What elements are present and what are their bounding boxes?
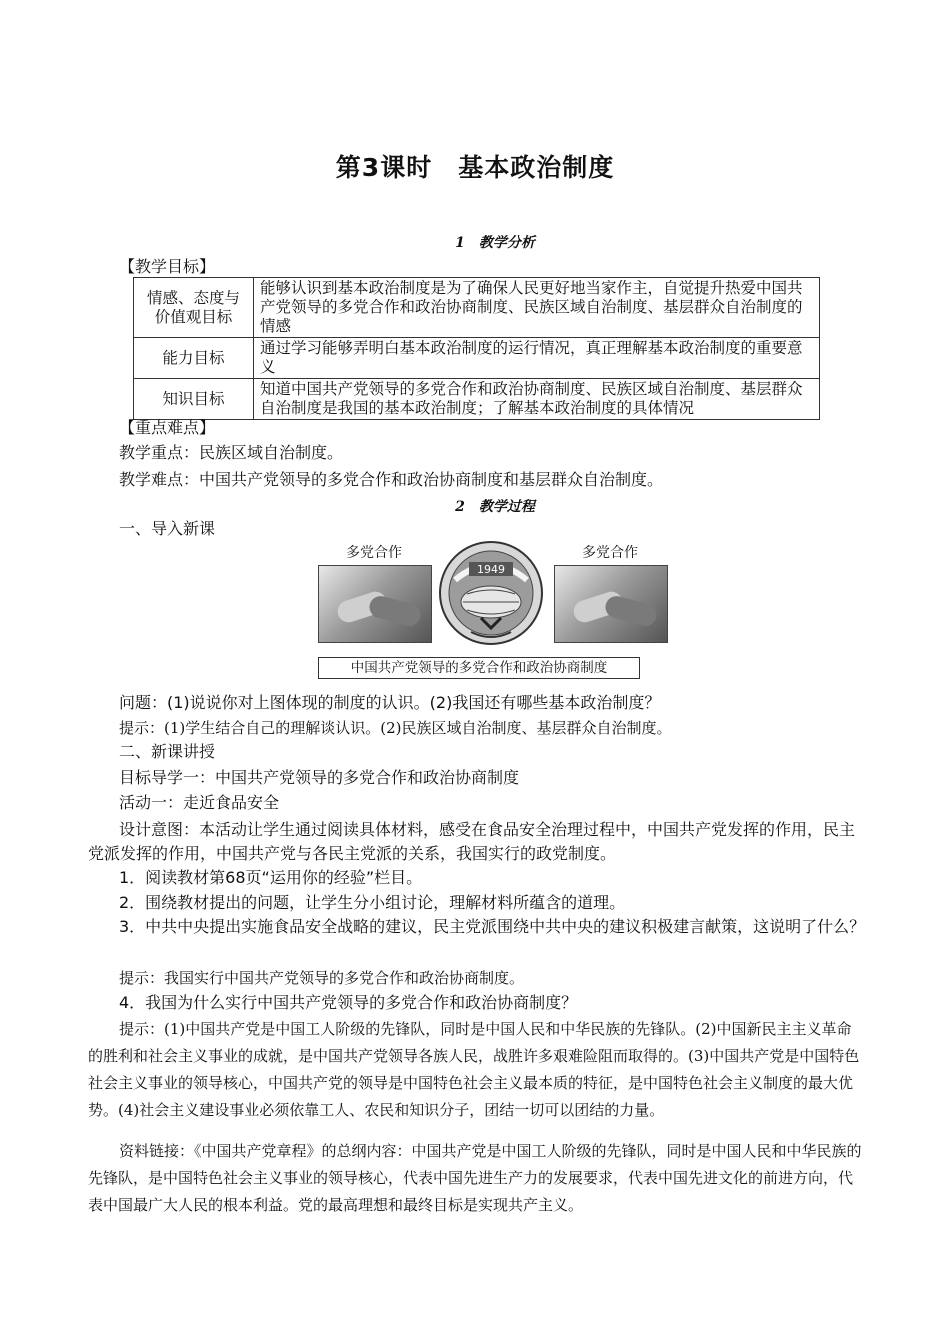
section-heading-analysis: 1 教学分析 <box>455 235 535 251</box>
goal-label: 能力目标 <box>134 338 254 379</box>
key-point: 教学重点：民族区域自治制度。 <box>119 443 344 462</box>
goal-text: 能够认识到基本政治制度是为了确保人民更好地当家作主，自觉提升热爱中国共产党领导的多党合作和政治协商制度、民族区域自治制度、基层群众自治制度的情感 <box>254 278 820 338</box>
design-intent: 设计意图：本活动让学生通过阅读具体材料，感受在食品安全治理过程中，中国共产党发挥的作用，民主党派发挥的作用，中国共产党与各民主党派的关系，我国实行的政党制度。 <box>88 820 856 863</box>
figure-right-label: 多党合作 <box>582 545 638 561</box>
target-1: 目标导学一：中国共产党领导的多党合作和政治协商制度 <box>119 768 520 787</box>
hint-4: 提示：(1)中国共产党是中国工人阶级的先锋队，同时是中国人民和中华民族的先锋队。(2)中国新民主主义革命的胜利和社会主义事业的成就，是中国共产党领导各族人民，战胜许多艰难险阻而取得的。(3)中国共产党是中国特色社会主义事业的领导核心，中国共产党的领导是中国特色社会主义最本质的特征，是中国特色社会主义制度的最大优势。(4)社会主义建设事业必须依靠工人、农民和知识分子，团结一切可以团结的力量。 <box>88 1020 860 1119</box>
emblem-year: 1949 <box>477 563 505 576</box>
key-heading: 【重点难点】 <box>119 418 216 437</box>
step-2: 2．围绕教材提出的问题，让学生分小组讨论，理解材料所蕴含的道理。 <box>119 893 626 912</box>
table-row <box>134 338 820 379</box>
hint-1: 提示：(1)学生结合自己的理解谈认识。(2)民族区域自治制度、基层群众自治制度。 <box>119 719 672 737</box>
step-3: 3．中共中央提出实施食品安全战略的建议，民主党派围绕中共中央的建议积极建言献策，这说明了什么？ <box>119 917 866 936</box>
cppcc-emblem-icon <box>433 540 549 646</box>
handshake-photo-left <box>318 565 432 643</box>
material-link: 资料链接：《中国共产党章程》的总纲内容：中国共产党是中国工人阶级的先锋队，同时是中国人民和中华民族的先锋队，是中国特色社会主义事业的领导核心，代表中国先进生产力的发展要求，代表中国先进文化的前进方向，代表中国最广大人民的根本利益。党的最高理想和最终目标是实现共产主义。 <box>88 1142 862 1214</box>
hint-3: 提示：我国实行中国共产党领导的多党合作和政治协商制度。 <box>119 969 525 987</box>
step-4: 4．我国为什么实行中国共产党领导的多党合作和政治协商制度？ <box>119 993 578 1012</box>
goal-text: 知道中国共产党领导的多党合作和政治协商制度、民族区域自治制度、基层群众自治制度是我国的基本政治制度；了解基本政治制度的具体情况 <box>254 379 820 420</box>
question: 问题：(1)说说你对上图体现的制度的认识。(2)我国还有哪些基本政治制度？ <box>119 693 661 712</box>
goal-label: 知识目标 <box>134 379 254 420</box>
page-title: 第3课时 基本政治制度 <box>335 153 615 182</box>
goal-label: 情感、态度与价值观目标 <box>134 278 254 338</box>
difficult-point: 教学难点：中国共产党领导的多党合作和政治协商制度和基层群众自治制度。 <box>119 470 664 489</box>
goals-heading: 【教学目标】 <box>119 257 216 276</box>
goal-text: 通过学习能够弄明白基本政治制度的运行情况，真正理解基本政治制度的重要意义 <box>254 338 820 379</box>
intro-heading: 一、导入新课 <box>119 519 216 538</box>
handshake-photo-right <box>554 565 668 643</box>
new-lesson-heading: 二、新课讲授 <box>119 742 216 761</box>
section-heading-process: 2 教学过程 <box>455 499 535 515</box>
figure-left-label: 多党合作 <box>346 545 402 561</box>
goals-table <box>133 277 820 420</box>
step-1: 1．阅读教材第68页“运用你的经验”栏目。 <box>119 868 423 887</box>
cooperation-figure <box>318 540 648 682</box>
activity-1: 活动一：走近食品安全 <box>119 793 280 812</box>
table-row <box>134 278 820 338</box>
figure-caption: 中国共产党领导的多党合作和政治协商制度 <box>318 657 640 679</box>
table-row <box>134 379 820 420</box>
